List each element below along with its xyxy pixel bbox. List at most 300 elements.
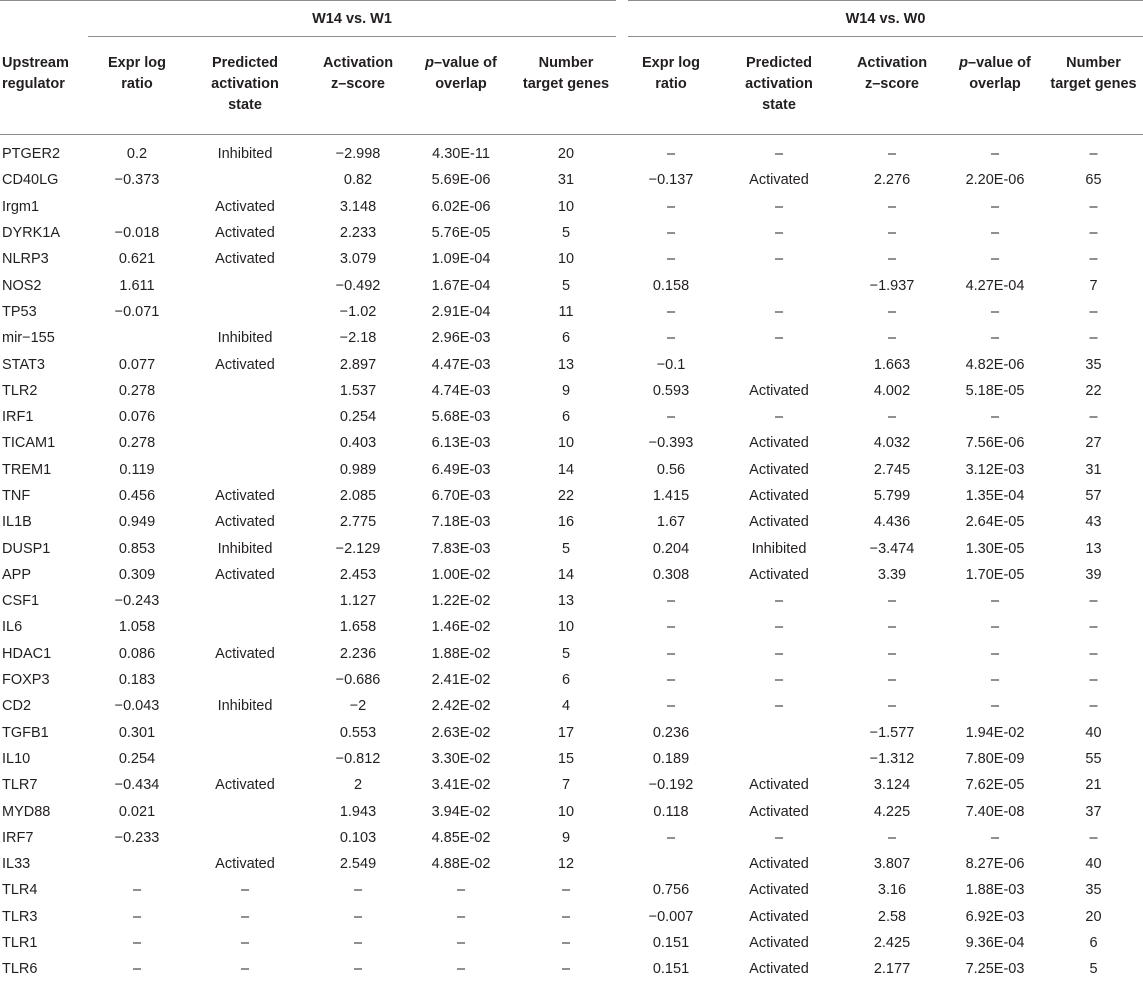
- cell-w1-predicted-state: [186, 430, 304, 456]
- table-row: [0, 378, 1143, 404]
- cell-w0-pvalue: 1.70E-05: [965, 566, 1025, 583]
- cell-w0-number-target-genes: –: [1089, 645, 1098, 662]
- cell-w1-expr-log-ratio: [88, 851, 186, 877]
- cell-w0-pvalue: –: [990, 146, 1000, 163]
- table-row: [0, 194, 1143, 220]
- group-header-spacer: [0, 1, 88, 37]
- cell-w1-activation-zscore: −0.686: [335, 672, 381, 689]
- cell-w1-number-target-genes: 7: [561, 777, 571, 794]
- cell-w0-activation-zscore: 2.425: [873, 935, 911, 952]
- cell-w0-expr-log-ratio: 0.204: [652, 540, 690, 557]
- cell-w0-activation-zscore: 3.124: [873, 777, 911, 794]
- cell-w1-pvalue: 7.83E-03: [431, 540, 491, 557]
- table-row: [0, 588, 1143, 614]
- cell-w1-expr-log-ratio: 0.021: [118, 803, 156, 820]
- table-row: [0, 246, 1143, 272]
- cell-w0-activation-zscore: 1.663: [873, 356, 911, 373]
- cell-w1-activation-zscore: 1.127: [339, 593, 377, 610]
- cell-w0-activation-zscore: –: [887, 593, 897, 610]
- cell-w0-number-target-genes: –: [1089, 330, 1098, 347]
- cell-w0-pvalue: 7.56E-06: [965, 435, 1025, 452]
- cell-w0-number-target-genes: 6: [1089, 935, 1098, 952]
- cell-upstream-regulator: TLR4: [2, 882, 38, 899]
- cell-upstream-regulator: FOXP3: [2, 672, 50, 689]
- cell-w1-expr-log-ratio: –: [132, 908, 142, 925]
- cell-w0-number-target-genes: 20: [1085, 908, 1102, 925]
- cell-w1-number-target-genes: 4: [561, 698, 571, 715]
- cell-upstream-regulator: IL10: [2, 750, 31, 767]
- cell-w0-number-target-genes: –: [1089, 619, 1098, 636]
- cell-w0-number-target-genes: –: [1089, 829, 1098, 846]
- table-row: [0, 457, 1143, 483]
- cell-upstream-regulator: NOS2: [2, 277, 42, 294]
- cell-w1-predicted-state: Activated: [215, 251, 275, 268]
- cell-w1-expr-log-ratio: –: [132, 961, 142, 978]
- cell-upstream-regulator: IL1B: [2, 514, 32, 531]
- cell-w0-expr-log-ratio: –: [666, 829, 676, 846]
- cell-w0-number-target-genes: 65: [1085, 172, 1102, 189]
- cell-w1-number-target-genes: 11: [558, 303, 574, 320]
- cell-w1-expr-log-ratio: 0.853: [118, 540, 156, 557]
- cell-w0-activation-zscore: −1.577: [869, 724, 915, 741]
- cell-w0-expr-log-ratio: –: [666, 698, 676, 715]
- cell-w0-activation-zscore: 3.39: [877, 566, 907, 583]
- table-row: [0, 351, 1143, 377]
- cell-w0-predicted-state: –: [774, 409, 784, 426]
- cell-w1-number-target-genes: 13: [557, 593, 575, 610]
- cell-upstream-regulator: STAT3: [2, 356, 45, 373]
- cell-upstream-regulator: CSF1: [2, 593, 40, 610]
- cell-w0-expr-log-ratio: –: [666, 619, 676, 636]
- group-header-row: [0, 1, 1143, 37]
- cell-w1-number-target-genes: 9: [561, 829, 571, 846]
- cell-w1-number-target-genes: 13: [557, 356, 575, 373]
- cell-w0-predicted-state: Activated: [749, 961, 809, 978]
- cell-w0-predicted-state: Activated: [749, 435, 809, 452]
- cell-w0-predicted-state: Activated: [749, 908, 809, 925]
- group-header-w14-vs-w1: W14 vs. W1: [88, 1, 622, 37]
- cell-w0-predicted-state: Inhibited: [751, 540, 807, 557]
- cell-w1-pvalue: 5.68E-03: [431, 409, 491, 426]
- cell-w0-number-target-genes: 55: [1085, 750, 1102, 767]
- cell-w0-expr-log-ratio: −0.137: [648, 172, 694, 189]
- table-row: [0, 535, 1143, 561]
- cell-w0-expr-log-ratio: −0.007: [648, 908, 694, 925]
- cell-w1-expr-log-ratio: 0.119: [119, 461, 155, 478]
- cell-w1-activation-zscore: 2.775: [339, 514, 377, 531]
- cell-w0-pvalue: –: [990, 251, 1000, 268]
- cell-w1-predicted-state: Activated: [215, 566, 275, 583]
- cell-w0-predicted-state: –: [774, 672, 784, 689]
- cell-w1-pvalue: 6.13E-03: [431, 435, 491, 452]
- cell-w1-pvalue: 2.63E-02: [431, 724, 491, 741]
- cell-w1-predicted-state: [186, 798, 304, 824]
- cell-w0-pvalue: –: [990, 409, 1000, 426]
- cell-w0-activation-zscore: –: [887, 330, 897, 347]
- column-header-expr-log-ratio: Expr log ratio: [107, 55, 166, 92]
- cell-w1-expr-log-ratio: −0.018: [114, 225, 160, 242]
- cell-w0-activation-zscore: –: [887, 672, 897, 689]
- cell-w1-predicted-state: [186, 167, 304, 193]
- cell-w0-expr-log-ratio: –: [666, 593, 676, 610]
- cell-w1-activation-zscore: 2.549: [339, 856, 377, 873]
- cell-w0-pvalue: 7.80E-09: [965, 750, 1025, 767]
- cell-w1-activation-zscore: 0.103: [339, 829, 377, 846]
- cell-w0-expr-log-ratio: –: [666, 303, 676, 320]
- cell-w1-pvalue: 4.88E-02: [431, 856, 491, 873]
- cell-upstream-regulator: TLR1: [2, 935, 38, 952]
- cell-w0-predicted-state: Activated: [749, 514, 809, 531]
- cell-w0-predicted-state: [720, 746, 838, 772]
- column-header-pvalue-of-overlap: p–value of overlap: [425, 55, 497, 92]
- table-row: [0, 877, 1143, 903]
- cell-w1-activation-zscore: –: [353, 908, 363, 925]
- cell-w0-number-target-genes: 35: [1085, 356, 1102, 373]
- cell-w1-activation-zscore: 3.079: [339, 251, 377, 268]
- cell-w1-number-target-genes: 15: [557, 750, 575, 767]
- cell-w1-pvalue: 3.30E-02: [431, 750, 491, 767]
- cell-w0-number-target-genes: –: [1089, 146, 1098, 163]
- cell-w1-predicted-state: Activated: [215, 514, 275, 531]
- table-row: [0, 667, 1143, 693]
- cell-w1-predicted-state: Inhibited: [217, 698, 273, 715]
- cell-w0-number-target-genes: 40: [1085, 856, 1102, 873]
- cell-w1-pvalue: 4.74E-03: [431, 382, 491, 399]
- cell-w0-activation-zscore: 4.002: [873, 382, 911, 399]
- cell-w0-pvalue: 9.36E-04: [965, 935, 1025, 952]
- cell-w0-predicted-state: Activated: [749, 172, 809, 189]
- cell-w0-expr-log-ratio: 0.236: [652, 724, 690, 741]
- cell-upstream-regulator: DUSP1: [2, 540, 51, 557]
- cell-upstream-regulator: TLR2: [2, 382, 38, 399]
- cell-upstream-regulator: TLR6: [2, 961, 38, 978]
- cell-w1-activation-zscore: 0.82: [343, 172, 373, 189]
- cell-w0-number-target-genes: –: [1089, 225, 1098, 242]
- cell-w0-expr-log-ratio: –: [666, 251, 676, 268]
- cell-w1-pvalue: 6.70E-03: [431, 488, 491, 504]
- cell-w0-expr-log-ratio: 0.308: [652, 566, 690, 583]
- cell-upstream-regulator: TP53: [2, 303, 37, 320]
- cell-w1-number-target-genes: 22: [557, 488, 575, 504]
- cell-w0-pvalue: 4.82E-06: [965, 356, 1025, 373]
- cell-w0-pvalue: 1.35E-04: [965, 488, 1025, 504]
- cell-w1-predicted-state: Activated: [215, 198, 275, 215]
- cell-w0-expr-log-ratio: –: [666, 645, 676, 662]
- cell-w0-activation-zscore: –: [887, 303, 897, 320]
- cell-w1-expr-log-ratio: –: [132, 935, 142, 952]
- cell-w1-pvalue: 3.94E-02: [431, 803, 491, 820]
- cell-w1-predicted-state: [186, 720, 304, 746]
- table-row: [0, 746, 1143, 772]
- cell-w1-pvalue: 4.30E-11: [432, 146, 490, 163]
- cell-w1-predicted-state: –: [240, 961, 250, 978]
- cell-w1-activation-zscore: 3.148: [339, 198, 377, 215]
- cell-w1-pvalue: 4.47E-03: [431, 356, 491, 373]
- cell-w0-activation-zscore: 4.225: [873, 803, 911, 820]
- cell-w0-expr-log-ratio: −0.393: [648, 435, 694, 452]
- cell-w0-expr-log-ratio: –: [666, 672, 676, 689]
- table-row: [0, 798, 1143, 824]
- cell-w0-expr-log-ratio: –: [666, 146, 676, 163]
- cell-upstream-regulator: TNF: [2, 488, 31, 504]
- cell-w0-pvalue: –: [990, 829, 1000, 846]
- cell-w0-predicted-state: –: [774, 251, 784, 268]
- cell-upstream-regulator: CD40LG: [2, 172, 59, 189]
- cell-w1-pvalue: 6.02E-06: [431, 198, 491, 215]
- cell-w0-predicted-state: –: [774, 198, 784, 215]
- cell-w0-expr-log-ratio: 0.158: [652, 277, 690, 294]
- cell-w1-activation-zscore: 0.553: [339, 724, 377, 741]
- cell-w0-pvalue: 2.20E-06: [965, 172, 1025, 189]
- table-row: [0, 930, 1143, 956]
- cell-w0-activation-zscore: 2.177: [873, 961, 911, 978]
- cell-upstream-regulator: TLR7: [2, 777, 38, 794]
- cell-w1-pvalue: 2.42E-02: [431, 698, 491, 715]
- cell-w1-pvalue: 1.22E-02: [431, 593, 491, 610]
- cell-w0-pvalue: 7.40E-08: [965, 803, 1025, 820]
- table-row: [0, 325, 1143, 351]
- table-body: [0, 135, 1143, 983]
- cell-w0-number-target-genes: –: [1089, 672, 1098, 689]
- cell-w0-activation-zscore: –: [887, 198, 897, 215]
- table-row: [0, 641, 1143, 667]
- cell-w1-predicted-state: –: [240, 882, 250, 899]
- cell-w1-expr-log-ratio: −0.434: [114, 777, 160, 794]
- cell-w0-expr-log-ratio: 0.151: [652, 961, 690, 978]
- cell-w1-number-target-genes: 14: [557, 566, 575, 583]
- cell-w0-expr-log-ratio: 0.756: [652, 882, 690, 899]
- cell-w1-expr-log-ratio: −0.373: [114, 172, 160, 189]
- cell-w1-number-target-genes: 10: [557, 251, 575, 268]
- cell-w0-number-target-genes: 27: [1085, 435, 1102, 452]
- cell-w1-number-target-genes: 10: [557, 435, 575, 452]
- cell-w0-predicted-state: –: [774, 593, 784, 610]
- column-header-number-target-genes: Number target genes: [1050, 55, 1137, 92]
- cell-w0-activation-zscore: –: [887, 645, 897, 662]
- cell-w1-predicted-state: Activated: [215, 225, 275, 242]
- cell-w0-predicted-state: Activated: [749, 488, 809, 504]
- cell-w0-number-target-genes: –: [1089, 198, 1098, 215]
- cell-w1-pvalue: 1.88E-02: [431, 645, 491, 662]
- cell-w0-predicted-state: Activated: [749, 382, 809, 399]
- cell-w0-expr-log-ratio: 0.151: [652, 935, 690, 952]
- cell-w1-number-target-genes: 5: [561, 277, 571, 294]
- cell-w0-number-target-genes: –: [1089, 303, 1098, 320]
- cell-w1-expr-log-ratio: −0.043: [114, 698, 160, 715]
- cell-w0-predicted-state: Activated: [749, 566, 809, 583]
- cell-w1-number-target-genes: 5: [561, 540, 571, 557]
- column-header-row: [0, 37, 1143, 135]
- cell-w1-number-target-genes: 5: [561, 225, 571, 242]
- cell-w0-activation-zscore: 2.276: [873, 172, 911, 189]
- cell-w0-expr-log-ratio: [622, 851, 720, 877]
- cell-w1-expr-log-ratio: –: [132, 882, 142, 899]
- cell-w1-number-target-genes: 10: [557, 803, 575, 820]
- cell-w0-number-target-genes: 35: [1085, 882, 1102, 899]
- cell-w0-activation-zscore: –: [887, 146, 897, 163]
- column-header-activation-zscore: Activation z–score: [856, 55, 928, 92]
- table-row: [0, 299, 1143, 325]
- cell-w0-predicted-state: –: [774, 303, 784, 320]
- cell-upstream-regulator: TREM1: [2, 461, 52, 478]
- cell-w1-pvalue: 7.18E-03: [431, 514, 491, 531]
- cell-w0-expr-log-ratio: 0.189: [652, 750, 690, 767]
- cell-w0-pvalue: 8.27E-06: [965, 856, 1025, 873]
- cell-w0-predicted-state: [720, 720, 838, 746]
- cell-w0-activation-zscore: −1.312: [869, 750, 915, 767]
- cell-w0-predicted-state: Activated: [749, 935, 809, 952]
- cell-w0-pvalue: –: [990, 225, 1000, 242]
- cell-w1-number-target-genes: 14: [557, 461, 575, 478]
- cell-w0-pvalue: 4.27E-04: [965, 277, 1025, 294]
- cell-w0-predicted-state: –: [774, 330, 784, 347]
- cell-w1-number-target-genes: 10: [557, 198, 575, 215]
- cell-w0-predicted-state: Activated: [749, 777, 809, 794]
- cell-w1-number-target-genes: 9: [561, 382, 571, 399]
- cell-w1-number-target-genes: –: [561, 908, 571, 925]
- cell-w1-expr-log-ratio: 0.254: [118, 750, 156, 767]
- cell-w1-activation-zscore: −0.492: [335, 277, 381, 294]
- column-header-pvalue-of-overlap: p–value of overlap: [959, 55, 1031, 92]
- cell-w0-pvalue: –: [990, 698, 1000, 715]
- cell-w0-number-target-genes: 57: [1085, 488, 1102, 504]
- cell-w1-activation-zscore: –: [353, 882, 363, 899]
- cell-w1-activation-zscore: 1.943: [339, 803, 377, 820]
- cell-w1-expr-log-ratio: 0.278: [118, 435, 156, 452]
- cell-w0-activation-zscore: −1.937: [869, 277, 915, 294]
- column-header-number-target-genes: Number target genes: [522, 55, 610, 92]
- table-row: [0, 772, 1143, 798]
- cell-w0-number-target-genes: 21: [1085, 777, 1102, 794]
- cell-w1-expr-log-ratio: −0.233: [114, 829, 160, 846]
- cell-w0-activation-zscore: 5.799: [873, 488, 911, 504]
- cell-w1-number-target-genes: 6: [561, 330, 571, 347]
- cell-w1-pvalue: 1.67E-04: [431, 277, 491, 294]
- table-row: [0, 509, 1143, 535]
- cell-w1-predicted-state: Activated: [215, 645, 275, 662]
- cell-upstream-regulator: IRF7: [2, 829, 34, 846]
- cell-upstream-regulator: Irgm1: [2, 198, 40, 215]
- cell-w1-expr-log-ratio: 0.077: [118, 356, 156, 373]
- cell-w1-predicted-state: [186, 614, 304, 640]
- cell-w0-activation-zscore: –: [887, 619, 897, 636]
- cell-w1-pvalue: 2.91E-04: [431, 303, 491, 320]
- cell-w1-predicted-state: Activated: [215, 856, 275, 873]
- cell-w0-expr-log-ratio: 0.593: [652, 382, 690, 399]
- cell-w1-expr-log-ratio: 0.949: [118, 514, 156, 531]
- cell-w0-number-target-genes: 22: [1085, 382, 1102, 399]
- cell-w1-activation-zscore: −0.812: [335, 750, 381, 767]
- cell-w1-activation-zscore: 0.989: [339, 461, 377, 478]
- cell-w1-predicted-state: –: [240, 908, 250, 925]
- cell-w1-activation-zscore: −2.18: [339, 330, 377, 347]
- cell-w0-pvalue: –: [990, 619, 1000, 636]
- group-header-w14-vs-w0: W14 vs. W0: [622, 1, 1143, 37]
- cell-w1-activation-zscore: 1.537: [339, 382, 377, 399]
- cell-w1-predicted-state: [186, 299, 304, 325]
- cell-w1-activation-zscore: −2.998: [335, 146, 381, 163]
- table-row: [0, 904, 1143, 930]
- cell-w0-activation-zscore: 2.58: [877, 908, 907, 925]
- cell-w1-expr-log-ratio: 0.309: [118, 566, 156, 583]
- cell-w0-pvalue: 6.92E-03: [965, 908, 1025, 925]
- cell-w1-predicted-state: Inhibited: [217, 330, 273, 347]
- cell-w1-predicted-state: –: [240, 935, 250, 952]
- cell-w1-predicted-state: Activated: [215, 488, 275, 504]
- cell-w0-number-target-genes: 13: [1085, 540, 1102, 557]
- cell-w1-expr-log-ratio: 0.076: [118, 409, 156, 426]
- cell-w1-predicted-state: [186, 746, 304, 772]
- cell-w0-number-target-genes: 43: [1085, 514, 1102, 531]
- cell-w0-pvalue: –: [990, 593, 1000, 610]
- cell-w1-expr-log-ratio: 1.058: [118, 619, 156, 636]
- cell-upstream-regulator: IL33: [2, 856, 31, 873]
- cell-w0-pvalue: –: [990, 645, 1000, 662]
- cell-w1-expr-log-ratio: 0.301: [118, 724, 156, 741]
- cell-w0-predicted-state: [720, 351, 838, 377]
- cell-w0-number-target-genes: –: [1089, 409, 1098, 426]
- cell-w0-expr-log-ratio: 1.415: [652, 488, 690, 504]
- cell-w0-predicted-state: –: [774, 146, 784, 163]
- column-header-predicted-activation-state: Predicted activation state: [211, 55, 279, 113]
- cell-w1-expr-log-ratio: −0.071: [114, 303, 160, 320]
- cell-w1-activation-zscore: 2.233: [339, 225, 377, 242]
- cell-w0-pvalue: 2.64E-05: [965, 514, 1025, 531]
- cell-w0-activation-zscore: –: [887, 225, 897, 242]
- cell-w1-expr-log-ratio: −0.243: [114, 593, 160, 610]
- cell-w1-number-target-genes: 6: [561, 409, 571, 426]
- cell-w1-activation-zscore: 2.236: [339, 645, 377, 662]
- cell-w0-expr-log-ratio: 1.67: [656, 514, 686, 531]
- cell-w0-pvalue: 1.30E-05: [965, 540, 1025, 557]
- cell-w1-activation-zscore: 0.403: [339, 435, 377, 452]
- cell-w1-number-target-genes: –: [561, 961, 571, 978]
- cell-w0-activation-zscore: –: [887, 251, 897, 268]
- cell-w1-predicted-state: [186, 588, 304, 614]
- cell-w0-number-target-genes: 40: [1085, 724, 1102, 741]
- cell-w0-number-target-genes: –: [1089, 251, 1098, 268]
- cell-w0-pvalue: 3.12E-03: [965, 461, 1025, 478]
- cell-w0-expr-log-ratio: −0.1: [656, 356, 686, 373]
- column-header-activation-zscore: Activation z–score: [322, 55, 394, 92]
- cell-upstream-regulator: APP: [2, 566, 32, 583]
- cell-w0-predicted-state: –: [774, 698, 784, 715]
- cell-w0-number-target-genes: –: [1089, 698, 1098, 715]
- column-header-expr-log-ratio: Expr log ratio: [641, 55, 700, 92]
- cell-w0-activation-zscore: −3.474: [869, 540, 915, 557]
- cell-w1-pvalue: 2.96E-03: [431, 330, 491, 347]
- cell-w0-expr-log-ratio: 0.56: [656, 461, 686, 478]
- cell-w1-expr-log-ratio: 0.621: [118, 251, 156, 268]
- cell-w1-number-target-genes: 5: [561, 645, 571, 662]
- cell-upstream-regulator: TGFB1: [2, 724, 49, 741]
- table-row: [0, 135, 1143, 168]
- cell-w0-activation-zscore: –: [887, 829, 897, 846]
- cell-w1-number-target-genes: 16: [557, 514, 575, 531]
- cell-w1-pvalue: 2.41E-02: [431, 672, 491, 689]
- cell-w1-pvalue: 5.69E-06: [431, 172, 491, 189]
- cell-w1-activation-zscore: −2: [349, 698, 367, 715]
- cell-w1-activation-zscore: 1.658: [339, 619, 377, 636]
- cell-w1-pvalue: 5.76E-05: [431, 225, 491, 242]
- cell-w1-pvalue: 4.85E-02: [431, 829, 491, 846]
- cell-w0-pvalue: 1.94E-02: [965, 724, 1025, 741]
- cell-w1-predicted-state: [186, 272, 304, 298]
- cell-w0-expr-log-ratio: 0.118: [653, 803, 689, 820]
- cell-w0-number-target-genes: 37: [1085, 803, 1102, 820]
- table-row: [0, 825, 1143, 851]
- cell-w1-expr-log-ratio: 1.611: [119, 277, 155, 294]
